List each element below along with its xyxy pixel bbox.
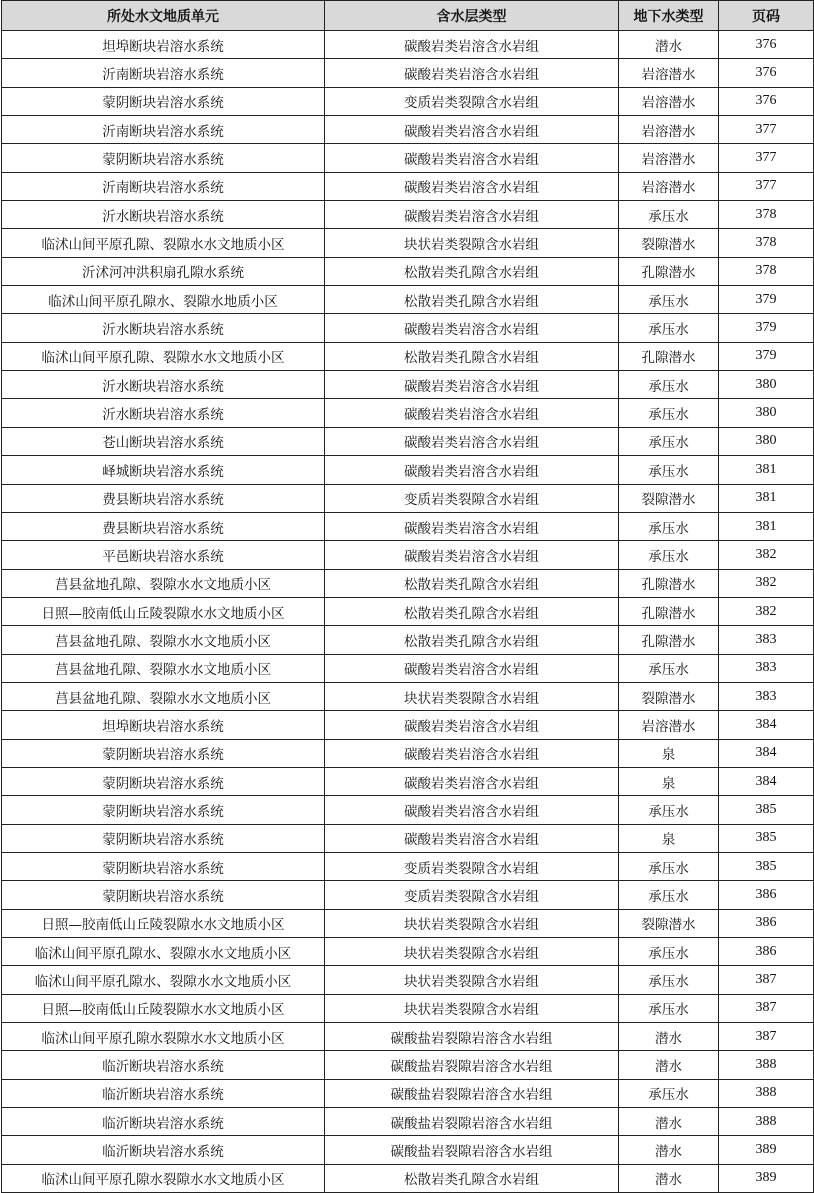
cell-page: 386 bbox=[719, 938, 814, 966]
table-row bbox=[2, 456, 814, 484]
cell-hydro-unit: 莒县盆地孔隙、裂隙水水文地质小区 bbox=[2, 626, 325, 654]
table-row bbox=[2, 87, 814, 115]
cell-aquifer-type: 碳酸岩类岩溶含水岩组 bbox=[325, 144, 619, 172]
cell-groundwater-type: 承压水 bbox=[619, 314, 719, 342]
cell-hydro-unit: 平邑断块岩溶水系统 bbox=[2, 541, 325, 569]
cell-hydro-unit: 临沂断块岩溶水系统 bbox=[2, 1136, 325, 1164]
header-page: 页码 bbox=[719, 1, 814, 31]
cell-page: 388 bbox=[719, 1051, 814, 1079]
cell-groundwater-type: 潜水 bbox=[619, 1136, 719, 1164]
table-row bbox=[2, 427, 814, 455]
table-row bbox=[2, 229, 814, 257]
table-row bbox=[2, 371, 814, 399]
cell-aquifer-type: 碳酸岩类岩溶含水岩组 bbox=[325, 541, 619, 569]
table-row bbox=[2, 881, 814, 909]
cell-aquifer-type: 松散岩类孔隙含水岩组 bbox=[325, 597, 619, 625]
cell-hydro-unit: 沂水断块岩溶水系统 bbox=[2, 399, 325, 427]
table-row bbox=[2, 1051, 814, 1079]
cell-hydro-unit: 蒙阴断块岩溶水系统 bbox=[2, 739, 325, 767]
cell-aquifer-type: 块状岩类裂隙含水岩组 bbox=[325, 938, 619, 966]
cell-aquifer-type: 碳酸盐岩裂隙岩溶含水岩组 bbox=[325, 1079, 619, 1107]
cell-aquifer-type: 碳酸岩类岩溶含水岩组 bbox=[325, 739, 619, 767]
cell-page: 384 bbox=[719, 711, 814, 739]
table-row bbox=[2, 1164, 814, 1192]
cell-groundwater-type: 承压水 bbox=[619, 286, 719, 314]
cell-hydro-unit: 临沭山间平原孔隙水、裂隙水地质小区 bbox=[2, 286, 325, 314]
cell-page: 387 bbox=[719, 966, 814, 994]
cell-groundwater-type: 裂隙潜水 bbox=[619, 682, 719, 710]
cell-hydro-unit: 蒙阴断块岩溶水系统 bbox=[2, 767, 325, 795]
cell-aquifer-type: 碳酸岩类岩溶含水岩组 bbox=[325, 796, 619, 824]
cell-hydro-unit: 沂南断块岩溶水系统 bbox=[2, 172, 325, 200]
cell-page: 378 bbox=[719, 257, 814, 285]
cell-groundwater-type: 承压水 bbox=[619, 399, 719, 427]
cell-groundwater-type: 岩溶潜水 bbox=[619, 116, 719, 144]
cell-aquifer-type: 变质岩类裂隙含水岩组 bbox=[325, 484, 619, 512]
cell-groundwater-type: 泉 bbox=[619, 767, 719, 795]
cell-page: 376 bbox=[719, 87, 814, 115]
cell-page: 382 bbox=[719, 541, 814, 569]
cell-aquifer-type: 松散岩类孔隙含水岩组 bbox=[325, 286, 619, 314]
cell-page: 379 bbox=[719, 314, 814, 342]
cell-aquifer-type: 碳酸岩类岩溶含水岩组 bbox=[325, 456, 619, 484]
cell-page: 388 bbox=[719, 1108, 814, 1136]
cell-aquifer-type: 块状岩类裂隙含水岩组 bbox=[325, 994, 619, 1022]
cell-aquifer-type: 碳酸岩类岩溶含水岩组 bbox=[325, 116, 619, 144]
cell-hydro-unit: 临沭山间平原孔隙、裂隙水水文地质小区 bbox=[2, 342, 325, 370]
cell-aquifer-type: 碳酸盐岩裂隙岩溶含水岩组 bbox=[325, 1023, 619, 1051]
cell-hydro-unit: 蒙阴断块岩溶水系统 bbox=[2, 87, 325, 115]
cell-aquifer-type: 松散岩类孔隙含水岩组 bbox=[325, 626, 619, 654]
table-row bbox=[2, 31, 814, 59]
cell-page: 388 bbox=[719, 1079, 814, 1107]
table-row bbox=[2, 484, 814, 512]
cell-groundwater-type: 岩溶潜水 bbox=[619, 144, 719, 172]
table-row bbox=[2, 796, 814, 824]
cell-page: 385 bbox=[719, 852, 814, 880]
cell-hydro-unit: 临沂断块岩溶水系统 bbox=[2, 1079, 325, 1107]
cell-aquifer-type: 变质岩类裂隙含水岩组 bbox=[325, 852, 619, 880]
cell-groundwater-type: 泉 bbox=[619, 739, 719, 767]
table-row bbox=[2, 767, 814, 795]
cell-page: 380 bbox=[719, 427, 814, 455]
table-header bbox=[2, 1, 814, 31]
cell-groundwater-type: 承压水 bbox=[619, 966, 719, 994]
cell-page: 381 bbox=[719, 512, 814, 540]
table-row bbox=[2, 597, 814, 625]
cell-aquifer-type: 碳酸岩类岩溶含水岩组 bbox=[325, 201, 619, 229]
cell-aquifer-type: 碳酸岩类岩溶含水岩组 bbox=[325, 711, 619, 739]
cell-aquifer-type: 碳酸岩类岩溶含水岩组 bbox=[325, 767, 619, 795]
table-row bbox=[2, 314, 814, 342]
cell-aquifer-type: 块状岩类裂隙含水岩组 bbox=[325, 229, 619, 257]
table-row bbox=[2, 682, 814, 710]
cell-hydro-unit: 沂沭河冲洪积扇孔隙水系统 bbox=[2, 257, 325, 285]
table-row bbox=[2, 1108, 814, 1136]
cell-hydro-unit: 临沭山间平原孔隙水裂隙水水文地质小区 bbox=[2, 1164, 325, 1192]
cell-page: 386 bbox=[719, 909, 814, 937]
cell-groundwater-type: 承压水 bbox=[619, 427, 719, 455]
table-row bbox=[2, 144, 814, 172]
cell-groundwater-type: 承压水 bbox=[619, 654, 719, 682]
cell-hydro-unit: 蒙阴断块岩溶水系统 bbox=[2, 144, 325, 172]
cell-aquifer-type: 松散岩类孔隙含水岩组 bbox=[325, 1164, 619, 1192]
cell-page: 384 bbox=[719, 739, 814, 767]
cell-groundwater-type: 岩溶潜水 bbox=[619, 172, 719, 200]
cell-aquifer-type: 松散岩类孔隙含水岩组 bbox=[325, 257, 619, 285]
cell-groundwater-type: 承压水 bbox=[619, 938, 719, 966]
cell-hydro-unit: 临沭山间平原孔隙水、裂隙水水文地质小区 bbox=[2, 966, 325, 994]
cell-aquifer-type: 块状岩类裂隙含水岩组 bbox=[325, 909, 619, 937]
cell-page: 386 bbox=[719, 881, 814, 909]
table-row bbox=[2, 59, 814, 87]
cell-groundwater-type: 承压水 bbox=[619, 371, 719, 399]
cell-aquifer-type: 块状岩类裂隙含水岩组 bbox=[325, 682, 619, 710]
cell-hydro-unit: 日照—胶南低山丘陵裂隙水水文地质小区 bbox=[2, 909, 325, 937]
cell-aquifer-type: 松散岩类孔隙含水岩组 bbox=[325, 569, 619, 597]
cell-page: 376 bbox=[719, 31, 814, 59]
table-row bbox=[2, 966, 814, 994]
cell-hydro-unit: 沂水断块岩溶水系统 bbox=[2, 201, 325, 229]
cell-hydro-unit: 临沭山间平原孔隙水裂隙水水文地质小区 bbox=[2, 1023, 325, 1051]
cell-groundwater-type: 岩溶潜水 bbox=[619, 711, 719, 739]
table-row bbox=[2, 172, 814, 200]
header-hydro-unit: 所处水文地质单元 bbox=[2, 1, 325, 31]
cell-aquifer-type: 碳酸岩类岩溶含水岩组 bbox=[325, 314, 619, 342]
cell-aquifer-type: 变质岩类裂隙含水岩组 bbox=[325, 881, 619, 909]
header-groundwater-type: 地下水类型 bbox=[619, 1, 719, 31]
cell-aquifer-type: 碳酸岩类岩溶含水岩组 bbox=[325, 427, 619, 455]
cell-groundwater-type: 岩溶潜水 bbox=[619, 59, 719, 87]
cell-aquifer-type: 碳酸岩类岩溶含水岩组 bbox=[325, 59, 619, 87]
cell-hydro-unit: 日照—胶南低山丘陵裂隙水水文地质小区 bbox=[2, 994, 325, 1022]
table-body bbox=[2, 31, 814, 1193]
cell-aquifer-type: 松散岩类孔隙含水岩组 bbox=[325, 342, 619, 370]
cell-page: 378 bbox=[719, 229, 814, 257]
cell-aquifer-type: 碳酸岩类岩溶含水岩组 bbox=[325, 654, 619, 682]
cell-page: 387 bbox=[719, 994, 814, 1022]
cell-hydro-unit: 莒县盆地孔隙、裂隙水水文地质小区 bbox=[2, 569, 325, 597]
cell-page: 382 bbox=[719, 569, 814, 597]
cell-aquifer-type: 碳酸盐岩裂隙岩溶含水岩组 bbox=[325, 1136, 619, 1164]
cell-groundwater-type: 潜水 bbox=[619, 1164, 719, 1192]
cell-aquifer-type: 碳酸岩类岩溶含水岩组 bbox=[325, 31, 619, 59]
table-row bbox=[2, 569, 814, 597]
cell-hydro-unit: 蒙阴断块岩溶水系统 bbox=[2, 824, 325, 852]
table-row bbox=[2, 512, 814, 540]
cell-groundwater-type: 承压水 bbox=[619, 201, 719, 229]
table-row bbox=[2, 116, 814, 144]
cell-page: 385 bbox=[719, 796, 814, 824]
cell-aquifer-type: 碳酸岩类岩溶含水岩组 bbox=[325, 371, 619, 399]
cell-page: 376 bbox=[719, 59, 814, 87]
cell-groundwater-type: 潜水 bbox=[619, 31, 719, 59]
cell-aquifer-type: 碳酸盐岩裂隙岩溶含水岩组 bbox=[325, 1051, 619, 1079]
cell-hydro-unit: 临沭山间平原孔隙水、裂隙水水文地质小区 bbox=[2, 938, 325, 966]
table-row bbox=[2, 201, 814, 229]
cell-hydro-unit: 沂水断块岩溶水系统 bbox=[2, 371, 325, 399]
cell-hydro-unit: 临沂断块岩溶水系统 bbox=[2, 1051, 325, 1079]
cell-page: 380 bbox=[719, 371, 814, 399]
table-row bbox=[2, 938, 814, 966]
cell-hydro-unit: 莒县盆地孔隙、裂隙水水文地质小区 bbox=[2, 682, 325, 710]
cell-hydro-unit: 临沂断块岩溶水系统 bbox=[2, 1108, 325, 1136]
cell-groundwater-type: 潜水 bbox=[619, 1108, 719, 1136]
table-row bbox=[2, 824, 814, 852]
cell-groundwater-type: 裂隙潜水 bbox=[619, 229, 719, 257]
cell-aquifer-type: 变质岩类裂隙含水岩组 bbox=[325, 87, 619, 115]
cell-groundwater-type: 裂隙潜水 bbox=[619, 484, 719, 512]
cell-aquifer-type: 碳酸岩类岩溶含水岩组 bbox=[325, 824, 619, 852]
table-row bbox=[2, 342, 814, 370]
cell-page: 379 bbox=[719, 286, 814, 314]
cell-groundwater-type: 承压水 bbox=[619, 1079, 719, 1107]
cell-hydro-unit: 坦埠断块岩溶水系统 bbox=[2, 711, 325, 739]
cell-groundwater-type: 承压水 bbox=[619, 796, 719, 824]
cell-hydro-unit: 沂南断块岩溶水系统 bbox=[2, 116, 325, 144]
cell-groundwater-type: 承压水 bbox=[619, 512, 719, 540]
cell-page: 385 bbox=[719, 824, 814, 852]
cell-hydro-unit: 蒙阴断块岩溶水系统 bbox=[2, 796, 325, 824]
cell-groundwater-type: 孔隙潜水 bbox=[619, 597, 719, 625]
cell-groundwater-type: 孔隙潜水 bbox=[619, 257, 719, 285]
cell-groundwater-type: 承压水 bbox=[619, 881, 719, 909]
table-row bbox=[2, 1079, 814, 1107]
cell-groundwater-type: 裂隙潜水 bbox=[619, 909, 719, 937]
cell-page: 380 bbox=[719, 399, 814, 427]
cell-page: 381 bbox=[719, 484, 814, 512]
cell-page: 377 bbox=[719, 172, 814, 200]
cell-groundwater-type: 泉 bbox=[619, 824, 719, 852]
cell-aquifer-type: 碳酸岩类岩溶含水岩组 bbox=[325, 512, 619, 540]
table-row bbox=[2, 909, 814, 937]
cell-page: 382 bbox=[719, 597, 814, 625]
cell-page: 377 bbox=[719, 116, 814, 144]
table-row bbox=[2, 541, 814, 569]
cell-page: 378 bbox=[719, 201, 814, 229]
table-row bbox=[2, 1023, 814, 1051]
table-row bbox=[2, 994, 814, 1022]
cell-groundwater-type: 孔隙潜水 bbox=[619, 569, 719, 597]
cell-hydro-unit: 费县断块岩溶水系统 bbox=[2, 512, 325, 540]
cell-groundwater-type: 承压水 bbox=[619, 541, 719, 569]
table-row bbox=[2, 286, 814, 314]
hydrogeology-index-table bbox=[1, 0, 814, 1193]
cell-hydro-unit: 日照—胶南低山丘陵裂隙水水文地质小区 bbox=[2, 597, 325, 625]
cell-aquifer-type: 碳酸岩类岩溶含水岩组 bbox=[325, 172, 619, 200]
cell-aquifer-type: 碳酸岩类岩溶含水岩组 bbox=[325, 399, 619, 427]
cell-groundwater-type: 潜水 bbox=[619, 1051, 719, 1079]
cell-page: 381 bbox=[719, 456, 814, 484]
cell-page: 377 bbox=[719, 144, 814, 172]
cell-hydro-unit: 沂水断块岩溶水系统 bbox=[2, 314, 325, 342]
cell-groundwater-type: 岩溶潜水 bbox=[619, 87, 719, 115]
cell-groundwater-type: 承压水 bbox=[619, 852, 719, 880]
table-row bbox=[2, 711, 814, 739]
cell-page: 387 bbox=[719, 1023, 814, 1051]
cell-page: 383 bbox=[719, 626, 814, 654]
table-row bbox=[2, 399, 814, 427]
table-row bbox=[2, 1136, 814, 1164]
cell-page: 384 bbox=[719, 767, 814, 795]
table-row bbox=[2, 654, 814, 682]
cell-groundwater-type: 孔隙潜水 bbox=[619, 342, 719, 370]
table-row bbox=[2, 257, 814, 285]
cell-page: 383 bbox=[719, 654, 814, 682]
cell-groundwater-type: 潜水 bbox=[619, 1023, 719, 1051]
cell-hydro-unit: 峄城断块岩溶水系统 bbox=[2, 456, 325, 484]
cell-hydro-unit: 坦埠断块岩溶水系统 bbox=[2, 31, 325, 59]
cell-hydro-unit: 沂南断块岩溶水系统 bbox=[2, 59, 325, 87]
header-row bbox=[2, 1, 814, 31]
cell-hydro-unit: 临沭山间平原孔隙、裂隙水水文地质小区 bbox=[2, 229, 325, 257]
table-row bbox=[2, 852, 814, 880]
table-row bbox=[2, 739, 814, 767]
cell-page: 389 bbox=[719, 1136, 814, 1164]
table-row bbox=[2, 626, 814, 654]
cell-page: 379 bbox=[719, 342, 814, 370]
cell-page: 389 bbox=[719, 1164, 814, 1192]
cell-hydro-unit: 苍山断块岩溶水系统 bbox=[2, 427, 325, 455]
cell-aquifer-type: 块状岩类裂隙含水岩组 bbox=[325, 966, 619, 994]
cell-groundwater-type: 孔隙潜水 bbox=[619, 626, 719, 654]
cell-page: 383 bbox=[719, 682, 814, 710]
cell-groundwater-type: 承压水 bbox=[619, 456, 719, 484]
cell-hydro-unit: 蒙阴断块岩溶水系统 bbox=[2, 852, 325, 880]
cell-groundwater-type: 承压水 bbox=[619, 994, 719, 1022]
cell-hydro-unit: 费县断块岩溶水系统 bbox=[2, 484, 325, 512]
cell-hydro-unit: 莒县盆地孔隙、裂隙水水文地质小区 bbox=[2, 654, 325, 682]
cell-hydro-unit: 蒙阴断块岩溶水系统 bbox=[2, 881, 325, 909]
header-aquifer-type: 含水层类型 bbox=[325, 1, 619, 31]
cell-aquifer-type: 碳酸盐岩裂隙岩溶含水岩组 bbox=[325, 1108, 619, 1136]
